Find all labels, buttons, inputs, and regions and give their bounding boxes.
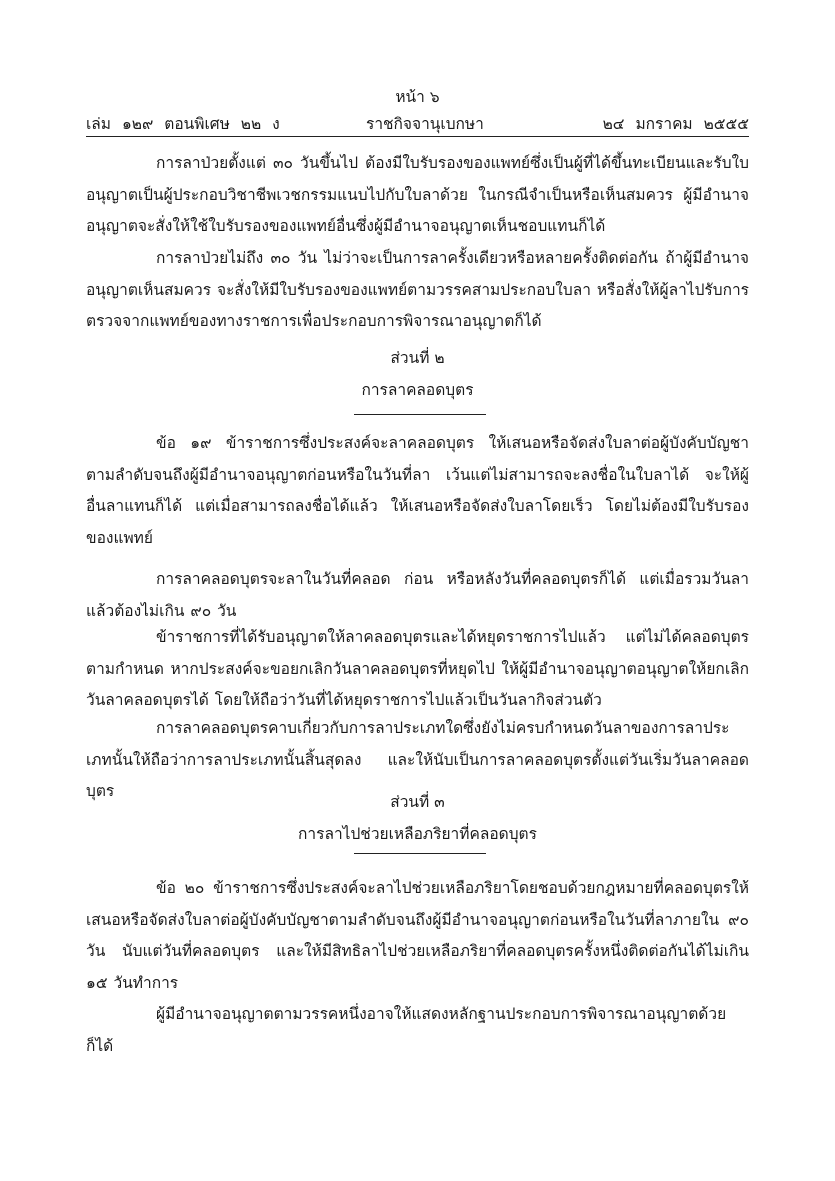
page-number: หน้า ๖ — [395, 88, 440, 106]
section-3-number: ส่วนที่ ๓ — [390, 793, 445, 811]
gazette-header — [86, 111, 749, 133]
section-2-divider — [354, 414, 486, 415]
gazette-name: ราชกิจจานุเบกษา — [366, 115, 484, 133]
paragraph-maternity-leave-cancel: ข้าราชการที่ได้รับอนุญาตให้ลาคลอดบุตรและได้หยุดราชการไปแล้ว แต่ไม่ได้คลอดบุตรตามกำหนด หากประสงค์จะขอยกเลิกวันลาคลอดบุตรที่หยุดไป ให้ผู้มีอำนาจอนุญาตอนุญาตให้ยกเลิกวันลาคลอดบุตรได้ โดยให้ถือว่าวันที่ได้หยุดราชการไปแล้วเป็นวันลากิจส่วนตัว — [86, 628, 749, 709]
paragraph-evidence: ผู้มีอำนาจอนุญาตตามวรรคหนึ่งอาจให้แสดงหลักฐานประกอบการพิจารณาอนุญาตด้วยก็ได้ — [86, 1005, 727, 1055]
section-3-divider — [354, 853, 486, 854]
paragraph-article-19: ข้อ ๑๙ ข้าราชการซึ่งประสงค์จะลาคลอดบุตร ให้เสนอหรือจัดส่งใบลาต่อผู้บังคับบัญชาตามลำดับจนถึงผู้มีอำนาจอนุญาตก่อนหรือในวันที่ลา เว้นแต่ไม่สามารถจะลงชื่อในใบลาได้ จะให้ผู้อื่นลาแทนก็ได้ แต่เมื่อสามารถลงชื่อได้แล้ว ให้เสนอหรือจัดส่งใบลาโดยเร็ว โดยไม่ต้องมีใบรับรองของแพทย์ — [86, 434, 749, 547]
section-2-title: การลาคลอดบุตร — [361, 381, 474, 399]
header-divider — [86, 136, 749, 137]
section-3-title: การลาไปช่วยเหลือภริยาที่คลอดบุตร — [298, 825, 537, 843]
paragraph-maternity-leave-90-days: การลาคลอดบุตรจะลาในวันที่คลอด ก่อน หรือหลังวันที่คลอดบุตรก็ได้ แต่เมื่อรวมวันลาแล้วต้องไม่เกิน ๙๐ วัน — [86, 570, 749, 620]
volume-issue: เล่ม ๑๒๙ ตอนพิเศษ ๒๒ ง — [86, 115, 280, 133]
publication-date: ๒๔ มกราคม ๒๕๕๕ — [602, 115, 749, 133]
paragraph-article-20: ข้อ ๒๐ ข้าราชการซึ่งประสงค์จะลาไปช่วยเหลือภริยาโดยชอบด้วยกฎหมายที่คลอดบุตรให้เสนอหรือจัดส่งใบลาต่อผู้บังคับบัญชาตามลำดับจนถึงผู้มีอำนาจอนุญาตก่อนหรือในวันที่ลาภายใน ๙๐ วัน นับแต่วันที่คลอดบุตร และให้มีสิทธิลาไปช่วยเหลือภริยาที่คลอดบุตรครั้งหนึ่งติดต่อกันได้ไม่เกิน ๑๕ วันทำการ — [86, 879, 749, 992]
paragraph-sick-leave-30-days: การลาป่วยตั้งแต่ ๓๐ วันขึ้นไป ต้องมีใบรับรองของแพทย์ซึ่งเป็นผู้ที่ได้ขึ้นทะเบียนและรับใบอนุญาตเป็นผู้ประกอบวิชาชีพเวชกรรมแนบไปกับใบลาด้วย ในกรณีจำเป็นหรือเห็นสมควร ผู้มีอำนาจอนุญาตจะสั่งให้ใช้ใบรับรองของแพทย์อื่นซึ่งผู้มีอำนาจอนุญาตเห็นชอบแทนก็ได้ — [86, 154, 749, 235]
section-2-number: ส่วนที่ ๒ — [390, 349, 445, 367]
paragraph-sick-leave-under-30-days: การลาป่วยไม่ถึง ๓๐ วัน ไม่ว่าจะเป็นการลาครั้งเดียวหรือหลายครั้งติดต่อกัน ถ้าผู้มีอำนาจอนุญาตเห็นสมควร จะสั่งให้มีใบรับรองของแพทย์ตามวรรคสามประกอบใบลา หรือสั่งให้ผู้ลาไปรับการตรวจจากแพทย์ของทางราชการเพื่อประกอบการพิจารณาอนุญาตก็ได้ — [86, 249, 749, 330]
paragraph-maternity-leave-overlap: การลาคลอดบุตรคาบเกี่ยวกับการลาประเภทใดซึ่งยังไม่ครบกำหนดวันลาของการลาประเภทนั้นให้ถือว่าการลาประเภทนั้นสิ้นสุดลง และให้นับเป็นการลาคลอดบุตรตั้งแต่วันเริ่มวันลาคลอดบุตร — [86, 719, 749, 800]
